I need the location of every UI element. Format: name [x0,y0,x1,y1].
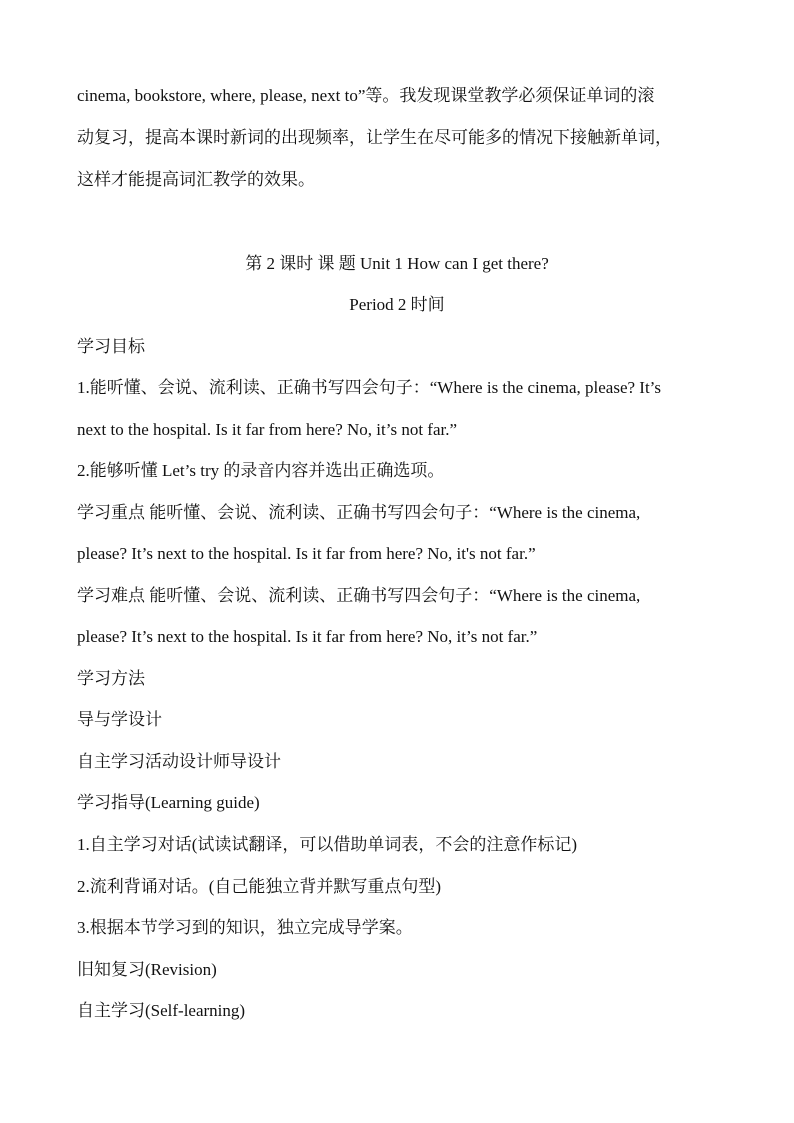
objective-1-line-1: 1.能听懂、会说、流利读、正确书写四会句子：“Where is the cinema, please? It’s [77,378,662,397]
design-heading: 导与学设计 [77,710,162,729]
guide-item-1: 1.自主学习对话(试读试翻译，可以借助单词表，不会的注意作标记) [77,835,578,854]
lesson-period: Period 2 时间 [349,295,445,314]
difficult-points-line-1: 学习难点 能听懂、会说、流利读、正确书写四会句子：“Where is the cinema, [77,586,641,605]
self-learning-heading: 自主学习(Self-learning) [77,1001,246,1020]
revision-heading: 旧知复习(Revision) [77,960,217,979]
key-points-line-2: please? It’s next to the hospital. Is it far from here? No, it's not far.” [77,544,536,563]
key-points-line-1: 学习重点 能听懂、会说、流利读、正确书写四会句子：“Where is the cinema, [77,503,641,522]
intro-line-1: cinema, bookstore, where, please, next to”等。我发现课堂教学必须保证单词的滚 [77,86,655,105]
intro-line-2: 动复习，提高本课时新词的出现频率，让学生在尽可能多的情况下接触新单词， [77,128,672,147]
guide-item-3: 3.根据本节学习到的知识，独立完成导学案。 [77,918,413,937]
difficult-points-line-2: please? It’s next to the hospital. Is it far from here? No, it’s not far.” [77,627,538,646]
objectives-heading: 学习目标 [77,337,145,356]
method-heading: 学习方法 [77,669,145,688]
lesson-title: 第 2 课时 课 题 Unit 1 How can I get there? [245,254,549,273]
objective-1-line-2: next to the hospital. Is it far from here? No, it’s not far.” [77,420,458,439]
activity-heading: 自主学习活动设计师导设计 [77,752,281,771]
guide-heading: 学习指导(Learning guide) [77,793,260,812]
intro-line-3: 这样才能提高词汇教学的效果。 [77,170,315,189]
guide-item-2: 2.流利背诵对话。(自己能独立背并默写重点句型) [77,877,442,896]
objective-2: 2.能够听懂 Let’s try 的录音内容并选出正确选项。 [77,461,445,480]
